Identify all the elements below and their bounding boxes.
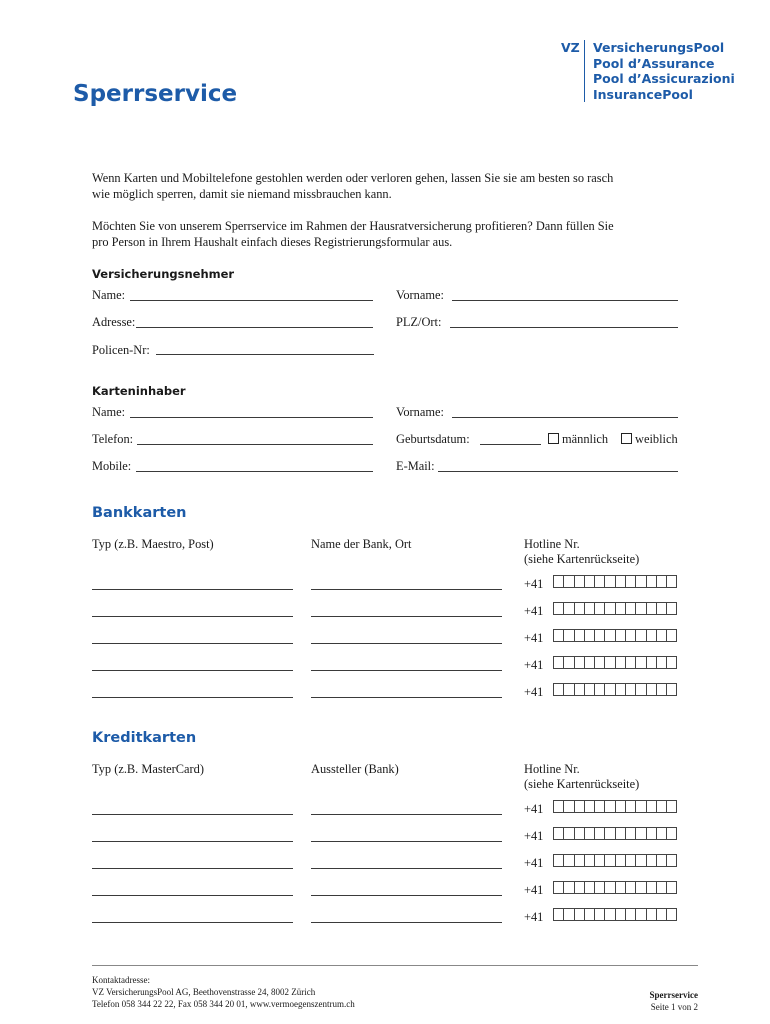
geburtsdatum-label: Geburtsdatum: [396, 432, 470, 446]
digit-box[interactable] [635, 656, 645, 669]
bank-name-field[interactable] [311, 589, 502, 590]
digit-box[interactable] [563, 854, 573, 867]
ki-vorname-field[interactable] [452, 417, 678, 418]
digit-box[interactable] [646, 629, 656, 642]
digit-box[interactable] [574, 827, 584, 840]
digit-box[interactable] [574, 800, 584, 813]
digit-box[interactable] [574, 683, 584, 696]
hotline-number-boxes[interactable] [553, 683, 677, 697]
digit-box[interactable] [574, 881, 584, 894]
mobile-label: Mobile: [92, 459, 132, 473]
digit-box[interactable] [656, 629, 666, 642]
col-bank: Name der Bank, Ort [311, 537, 412, 551]
digit-box[interactable] [604, 854, 614, 867]
section-versicherungsnehmer: Versicherungsnehmer [92, 267, 235, 281]
digit-box[interactable] [594, 854, 604, 867]
country-prefix: +41 [524, 658, 544, 672]
digit-box[interactable] [646, 827, 656, 840]
telefon-label: Telefon: [92, 432, 134, 446]
logo-text [593, 40, 735, 102]
hotline-number-boxes[interactable] [553, 656, 677, 670]
digit-box[interactable] [615, 602, 625, 615]
hotline-number-boxes[interactable] [553, 908, 677, 922]
digit-box[interactable] [635, 575, 645, 588]
digit-box[interactable] [635, 683, 645, 696]
digit-box[interactable] [594, 800, 604, 813]
bank-name-field[interactable] [311, 670, 502, 671]
ki-email-field[interactable] [438, 471, 678, 472]
col-typ: Typ (z.B. Maestro, Post) [92, 537, 214, 551]
digit-box[interactable] [584, 683, 594, 696]
digit-box[interactable] [615, 908, 625, 921]
bank-name-field[interactable] [311, 616, 502, 617]
logo-divider [584, 40, 585, 102]
hotline-number-boxes[interactable] [553, 575, 677, 589]
checkbox-weiblich[interactable] [621, 433, 632, 444]
digit-box[interactable] [666, 683, 676, 696]
col-hotline-line: (siehe Kartenrückseite) [524, 777, 640, 791]
country-prefix: +41 [524, 685, 544, 699]
digit-box[interactable] [646, 602, 656, 615]
logo-line: Pool d’Assurance [593, 55, 715, 71]
digit-box[interactable] [615, 683, 625, 696]
digit-box[interactable] [563, 575, 573, 588]
email-label: E-Mail: [396, 459, 435, 473]
footer-page-info [598, 989, 698, 1013]
digit-box[interactable] [656, 881, 666, 894]
digit-box[interactable] [666, 827, 676, 840]
page-title: Sperrservice [73, 81, 238, 107]
digit-box[interactable] [646, 575, 656, 588]
digit-box[interactable] [574, 854, 584, 867]
country-prefix: +41 [524, 883, 544, 897]
section-bankkarten: Bankkarten [92, 505, 187, 521]
digit-box[interactable] [615, 629, 625, 642]
digit-box[interactable] [584, 800, 594, 813]
text-line: wie möglich sperren, damit sie niemand missbrauchen kann. [92, 187, 392, 201]
footer-divider [92, 965, 698, 966]
digit-box[interactable] [666, 602, 676, 615]
ki-mobile-field[interactable] [136, 471, 373, 472]
adresse-label: Adresse: [92, 315, 136, 329]
digit-box[interactable] [563, 908, 573, 921]
digit-box[interactable] [656, 827, 666, 840]
digit-box[interactable] [656, 602, 666, 615]
digit-box[interactable] [594, 881, 604, 894]
digit-box[interactable] [666, 575, 676, 588]
weiblich-label: weiblich [635, 432, 678, 446]
digit-box[interactable] [635, 908, 645, 921]
digit-box[interactable] [563, 881, 573, 894]
intro-paragraph-2 [92, 218, 692, 250]
maennlich-label: männlich [562, 432, 609, 446]
digit-box[interactable] [594, 683, 604, 696]
card-type-field[interactable] [92, 697, 293, 698]
digit-box[interactable] [635, 827, 645, 840]
digit-box[interactable] [604, 827, 614, 840]
text-line: Wenn Karten und Mobiltelefone gestohlen werden oder verloren gehen, lassen Sie sie am besten so rasch [92, 171, 614, 185]
digit-box[interactable] [574, 602, 584, 615]
digit-box[interactable] [563, 656, 573, 669]
bank-name-field[interactable] [311, 643, 502, 644]
section-kreditkarten: Kreditkarten [92, 730, 197, 746]
digit-box[interactable] [594, 908, 604, 921]
digit-box[interactable] [563, 827, 573, 840]
digit-box[interactable] [584, 575, 594, 588]
digit-box[interactable] [646, 683, 656, 696]
digit-box[interactable] [615, 575, 625, 588]
footer-contact [92, 974, 355, 1010]
digit-box[interactable] [584, 908, 594, 921]
digit-box[interactable] [553, 881, 563, 894]
gender-weiblich[interactable] [621, 432, 678, 447]
hotline-number-boxes[interactable] [553, 827, 677, 841]
col-hotline-line: Hotline Nr. [524, 537, 580, 551]
col-hotline-line: (siehe Kartenrückseite) [524, 552, 640, 566]
digit-box[interactable] [604, 602, 614, 615]
digit-box[interactable] [604, 908, 614, 921]
digit-box[interactable] [553, 908, 563, 921]
digit-box[interactable] [574, 908, 584, 921]
digit-box[interactable] [625, 827, 635, 840]
footer-line: Telefon 058 344 22 22, Fax 058 344 20 01, www.vermoegenszentrum.ch [92, 999, 355, 1009]
logo-vz: VZ [561, 40, 580, 55]
digit-box[interactable] [584, 602, 594, 615]
digit-box[interactable] [635, 629, 645, 642]
digit-box[interactable] [594, 629, 604, 642]
digit-box[interactable] [584, 629, 594, 642]
digit-box[interactable] [646, 881, 656, 894]
digit-box[interactable] [625, 854, 635, 867]
digit-box[interactable] [594, 602, 604, 615]
digit-box[interactable] [646, 656, 656, 669]
digit-box[interactable] [615, 656, 625, 669]
card-type-field[interactable] [92, 643, 293, 644]
digit-box[interactable] [656, 683, 666, 696]
logo-line: Pool d’Assicurazioni [593, 71, 735, 86]
card-type-field[interactable] [92, 589, 293, 590]
digit-box[interactable] [584, 881, 594, 894]
country-prefix: +41 [524, 829, 544, 843]
vn-plz-ort-field[interactable] [450, 327, 678, 328]
digit-box[interactable] [666, 854, 676, 867]
bank-name-field[interactable] [311, 697, 502, 698]
vn-adresse-field[interactable] [136, 327, 373, 328]
logo-line: VersicherungsPool [593, 40, 725, 55]
digit-box[interactable] [635, 854, 645, 867]
digit-box[interactable] [574, 656, 584, 669]
digit-box[interactable] [574, 575, 584, 588]
country-prefix: +41 [524, 577, 544, 591]
digit-box[interactable] [615, 881, 625, 894]
text-line: Möchten Sie von unserem Sperrservice im Rahmen der Hausratversicherung profitieren? Dann füllen Sie [92, 219, 614, 233]
digit-box[interactable] [615, 800, 625, 813]
digit-box[interactable] [666, 881, 676, 894]
digit-box[interactable] [594, 575, 604, 588]
footer-line: Kontaktadresse: [92, 975, 150, 985]
digit-box[interactable] [553, 656, 563, 669]
digit-box[interactable] [553, 827, 563, 840]
digit-box[interactable] [563, 683, 573, 696]
digit-box[interactable] [625, 683, 635, 696]
digit-box[interactable] [553, 629, 563, 642]
digit-box[interactable] [553, 602, 563, 615]
country-prefix: +41 [524, 910, 544, 924]
digit-box[interactable] [625, 908, 635, 921]
footer-doc-name: Sperrservice [649, 990, 698, 1000]
digit-box[interactable] [553, 683, 563, 696]
digit-box[interactable] [584, 656, 594, 669]
digit-box[interactable] [604, 575, 614, 588]
card-type-field[interactable] [92, 814, 293, 815]
hotline-number-boxes[interactable] [553, 881, 677, 895]
text-line: pro Person in Ihrem Haushalt einfach dieses Registrierungsformular aus. [92, 235, 453, 249]
digit-box[interactable] [646, 800, 656, 813]
hotline-number-boxes[interactable] [553, 854, 677, 868]
digit-box[interactable] [625, 881, 635, 894]
digit-box[interactable] [635, 881, 645, 894]
col-hotline [524, 762, 639, 792]
digit-box[interactable] [604, 881, 614, 894]
name-label: Name: [92, 405, 126, 419]
digit-box[interactable] [594, 827, 604, 840]
col-hotline [524, 537, 639, 567]
gender-maennlich[interactable] [548, 432, 608, 447]
vn-name-field[interactable] [130, 300, 373, 301]
bank-name-field[interactable] [311, 814, 502, 815]
digit-box[interactable] [584, 854, 594, 867]
digit-box[interactable] [574, 629, 584, 642]
digit-box[interactable] [625, 800, 635, 813]
digit-box[interactable] [625, 575, 635, 588]
digit-box[interactable] [666, 800, 676, 813]
digit-box[interactable] [553, 800, 563, 813]
digit-box[interactable] [553, 854, 563, 867]
intro-paragraph-1 [92, 170, 692, 202]
hotline-number-boxes[interactable] [553, 629, 677, 643]
card-type-field[interactable] [92, 670, 293, 671]
ki-name-field[interactable] [130, 417, 373, 418]
digit-box[interactable] [656, 854, 666, 867]
digit-box[interactable] [625, 629, 635, 642]
checkbox-maennlich[interactable] [548, 433, 559, 444]
country-prefix: +41 [524, 604, 544, 618]
section-karteninhaber: Karteninhaber [92, 384, 186, 398]
digit-box[interactable] [656, 800, 666, 813]
ki-telefon-field[interactable] [137, 444, 373, 445]
policen-nr-label: Policen-Nr: [92, 343, 150, 357]
card-type-field[interactable] [92, 841, 293, 842]
digit-box[interactable] [635, 602, 645, 615]
vn-policen-nr-field[interactable] [156, 354, 374, 355]
digit-box[interactable] [635, 800, 645, 813]
col-bank: Aussteller (Bank) [311, 762, 399, 776]
col-hotline-line: Hotline Nr. [524, 762, 580, 776]
digit-box[interactable] [563, 629, 573, 642]
digit-box[interactable] [563, 800, 573, 813]
digit-box[interactable] [604, 629, 614, 642]
country-prefix: +41 [524, 802, 544, 816]
digit-box[interactable] [656, 575, 666, 588]
bank-name-field[interactable] [311, 841, 502, 842]
digit-box[interactable] [615, 854, 625, 867]
digit-box[interactable] [646, 854, 656, 867]
digit-box[interactable] [615, 827, 625, 840]
card-type-field[interactable] [92, 895, 293, 896]
logo-line: InsurancePool [593, 86, 693, 102]
hotline-number-boxes[interactable] [553, 800, 677, 814]
vorname-label: Vorname: [396, 405, 444, 419]
card-type-field[interactable] [92, 616, 293, 617]
country-prefix: +41 [524, 631, 544, 645]
digit-box[interactable] [584, 827, 594, 840]
col-typ: Typ (z.B. MasterCard) [92, 762, 204, 776]
card-type-field[interactable] [92, 868, 293, 869]
country-prefix: +41 [524, 856, 544, 870]
digit-box[interactable] [563, 602, 573, 615]
bank-name-field[interactable] [311, 922, 502, 923]
name-label: Name: [92, 288, 126, 302]
digit-box[interactable] [604, 800, 614, 813]
digit-box[interactable] [666, 908, 676, 921]
digit-box[interactable] [656, 656, 666, 669]
digit-box[interactable] [594, 656, 604, 669]
vorname-label: Vorname: [396, 288, 444, 302]
plz-ort-label: PLZ/Ort: [396, 315, 442, 329]
ki-geburtsdatum-field[interactable] [480, 444, 541, 445]
digit-box[interactable] [604, 683, 614, 696]
card-type-field[interactable] [92, 922, 293, 923]
footer-page-number: Seite 1 von 2 [650, 1002, 698, 1012]
digit-box[interactable] [553, 575, 563, 588]
digit-box[interactable] [604, 656, 614, 669]
bank-name-field[interactable] [311, 868, 502, 869]
digit-box[interactable] [646, 908, 656, 921]
digit-box[interactable] [666, 629, 676, 642]
vn-vorname-field[interactable] [452, 300, 678, 301]
footer-line: VZ VersicherungsPool AG, Beethovenstrasse 24, 8002 Zürich [92, 987, 316, 997]
digit-box[interactable] [656, 908, 666, 921]
digit-box[interactable] [625, 656, 635, 669]
hotline-number-boxes[interactable] [553, 602, 677, 616]
bank-name-field[interactable] [311, 895, 502, 896]
digit-box[interactable] [666, 656, 676, 669]
digit-box[interactable] [625, 602, 635, 615]
